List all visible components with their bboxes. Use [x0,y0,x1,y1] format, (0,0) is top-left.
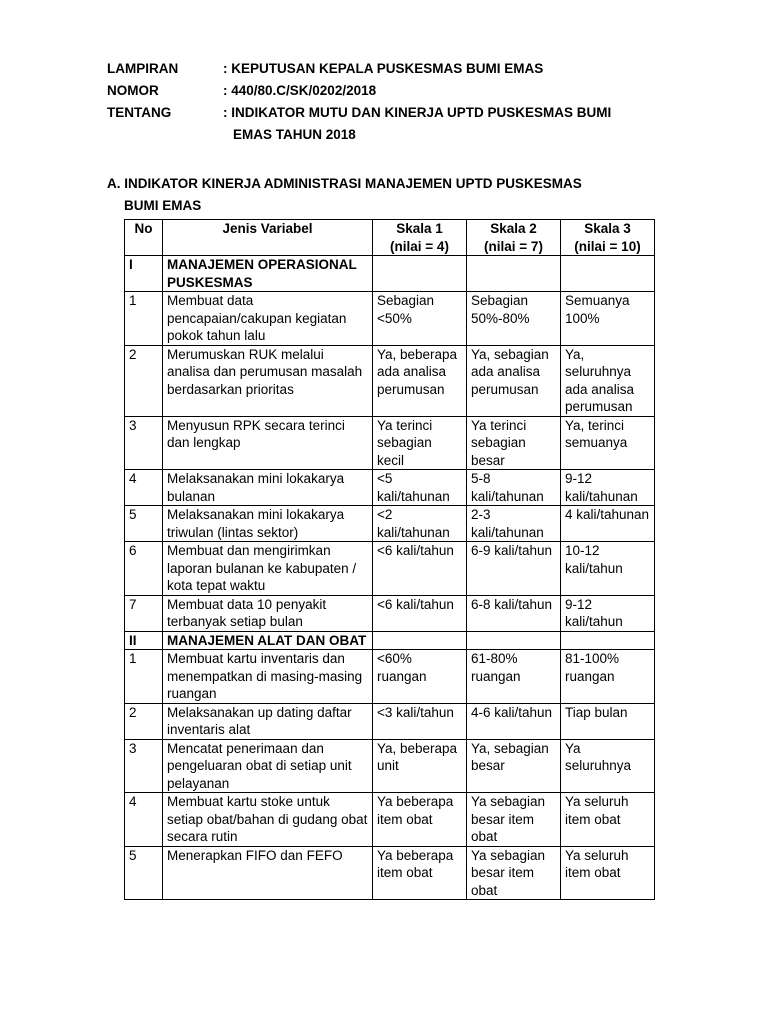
cell-skala3: Ya seluruh item obat [561,793,655,847]
cell-variabel: Melaksanakan up dating daftar inventaris alat [163,703,373,739]
cell-variabel: Merumuskan RUK melalui analisa dan perumusan masalah berdasarkan prioritas [163,345,373,416]
cell-skala3: 4 kali/tahunan [561,506,655,542]
tentang-value-wrap [223,102,707,146]
table-row [125,631,655,650]
col-header-skala2: Skala 2 (nilai = 7) [467,220,561,256]
table-row [125,345,655,416]
cell-skala3: Ya seluruhnya [561,739,655,793]
cell-skala2: 4-6 kali/tahun [467,703,561,739]
cell-skala1 [373,631,467,650]
lampiran-label: LAMPIRAN [107,61,179,76]
indicator-table [124,219,655,900]
nomor-value: : 440/80.C/SK/0202/2018 [223,83,377,98]
cell-skala1: Ya beberapa item obat [373,846,467,900]
cell-no: 5 [125,846,163,900]
cell-skala3: 10-12 kali/tahun [561,542,655,596]
cell-skala3: 9-12 kali/tahunan [561,470,655,506]
table-row [125,292,655,346]
document-header [107,58,707,146]
cell-skala2: Ya sebagian besar item obat [467,846,561,900]
cell-skala3: 81-100% ruangan [561,650,655,704]
table-row [125,256,655,292]
cell-skala2: Sebagian 50%-80% [467,292,561,346]
cell-skala3 [561,256,655,292]
tentang-value-cont: EMAS TAHUN 2018 [233,127,356,142]
cell-skala1: Sebagian <50% [373,292,467,346]
col-header-skala3: Skala 3 (nilai = 10) [561,220,655,256]
cell-variabel: Membuat kartu stoke untuk setiap obat/bahan di gudang obat secara rutin [163,793,373,847]
cell-skala2 [467,256,561,292]
cell-no: 4 [125,793,163,847]
header-nomor [107,80,707,102]
cell-skala1: <6 kali/tahun [373,542,467,596]
cell-no: 1 [125,292,163,346]
table-row [125,595,655,631]
cell-skala2: 6-9 kali/tahun [467,542,561,596]
cell-no: II [125,631,163,650]
cell-no: I [125,256,163,292]
cell-no: 7 [125,595,163,631]
table-row [125,542,655,596]
cell-skala2: 5-8 kali/tahunan [467,470,561,506]
cell-no: 5 [125,506,163,542]
tentang-value: : INDIKATOR MUTU DAN KINERJA UPTD PUSKESMAS BUMI [223,105,612,120]
cell-skala2: Ya sebagian besar item obat [467,793,561,847]
cell-skala3: 9-12 kali/tahun [561,595,655,631]
cell-skala1: Ya, beberapa unit [373,739,467,793]
cell-skala3: Ya, terinci semuanya [561,416,655,470]
cell-skala2: 2-3 kali/tahunan [467,506,561,542]
table-header-row [125,220,655,256]
cell-no: 3 [125,416,163,470]
table-row [125,650,655,704]
cell-variabel: Menyusun RPK secara terinci dan lengkap [163,416,373,470]
cell-variabel: Membuat kartu inventaris dan menempatkan di masing-masing ruangan [163,650,373,704]
cell-skala2: 6-8 kali/tahun [467,595,561,631]
cell-skala3: Tiap bulan [561,703,655,739]
cell-no: 1 [125,650,163,704]
table-row [125,470,655,506]
cell-skala3: Semuanya 100% [561,292,655,346]
table-row [125,846,655,900]
section-title [107,173,667,217]
table-row [125,506,655,542]
tentang-label: TENTANG [107,105,172,120]
cell-variabel: MANAJEMEN OPERASIONAL PUSKESMAS [163,256,373,292]
cell-skala1: Ya beberapa item obat [373,793,467,847]
cell-skala2 [467,631,561,650]
cell-skala2: 61-80% ruangan [467,650,561,704]
cell-skala1: <6 kali/tahun [373,595,467,631]
section-title-line1: A. INDIKATOR KINERJA ADMINISTRASI MANAJEMEN UPTD PUSKESMAS [107,176,582,191]
cell-variabel: Melaksanakan mini lokakarya triwulan (lintas sektor) [163,506,373,542]
cell-variabel: Mencatat penerimaan dan pengeluaran obat di setiap unit pelayanan [163,739,373,793]
cell-variabel: Membuat data 10 penyakit terbanyak setiap bulan [163,595,373,631]
cell-skala2: Ya, sebagian besar [467,739,561,793]
header-lampiran [107,58,707,80]
col-header-no: No [125,220,163,256]
table-row [125,739,655,793]
cell-no: 4 [125,470,163,506]
cell-skala3: Ya seluruh item obat [561,846,655,900]
table-row [125,703,655,739]
col-header-jenis: Jenis Variabel [163,220,373,256]
cell-skala1: <2 kali/tahunan [373,506,467,542]
cell-skala1: <3 kali/tahun [373,703,467,739]
table-row [125,793,655,847]
cell-skala2: Ya, sebagian ada analisa perumusan [467,345,561,416]
cell-variabel: Melaksanakan mini lokakarya bulanan [163,470,373,506]
cell-skala1: <60% ruangan [373,650,467,704]
cell-variabel: MANAJEMEN ALAT DAN OBAT [163,631,373,650]
cell-variabel: Menerapkan FIFO dan FEFO [163,846,373,900]
cell-skala3 [561,631,655,650]
cell-skala1: Ya terinci sebagian kecil [373,416,467,470]
cell-skala1: <5 kali/tahunan [373,470,467,506]
cell-no: 2 [125,345,163,416]
cell-skala1 [373,256,467,292]
cell-variabel: Membuat data pencapaian/cakupan kegiatan pokok tahun lalu [163,292,373,346]
cell-no: 6 [125,542,163,596]
header-tentang [107,102,707,146]
col-header-skala1: Skala 1 (nilai = 4) [373,220,467,256]
lampiran-value: : KEPUTUSAN KEPALA PUSKESMAS BUMI EMAS [223,61,544,76]
cell-skala3: Ya, seluruhnya ada analisa perumusan [561,345,655,416]
cell-variabel: Membuat dan mengirimkan laporan bulanan ke kabupaten / kota tepat waktu [163,542,373,596]
cell-no: 2 [125,703,163,739]
cell-skala2: Ya terinci sebagian besar [467,416,561,470]
section-title-line2: BUMI EMAS [124,198,202,213]
table-row [125,416,655,470]
cell-no: 3 [125,739,163,793]
cell-skala1: Ya, beberapa ada analisa perumusan [373,345,467,416]
nomor-label: NOMOR [107,83,159,98]
